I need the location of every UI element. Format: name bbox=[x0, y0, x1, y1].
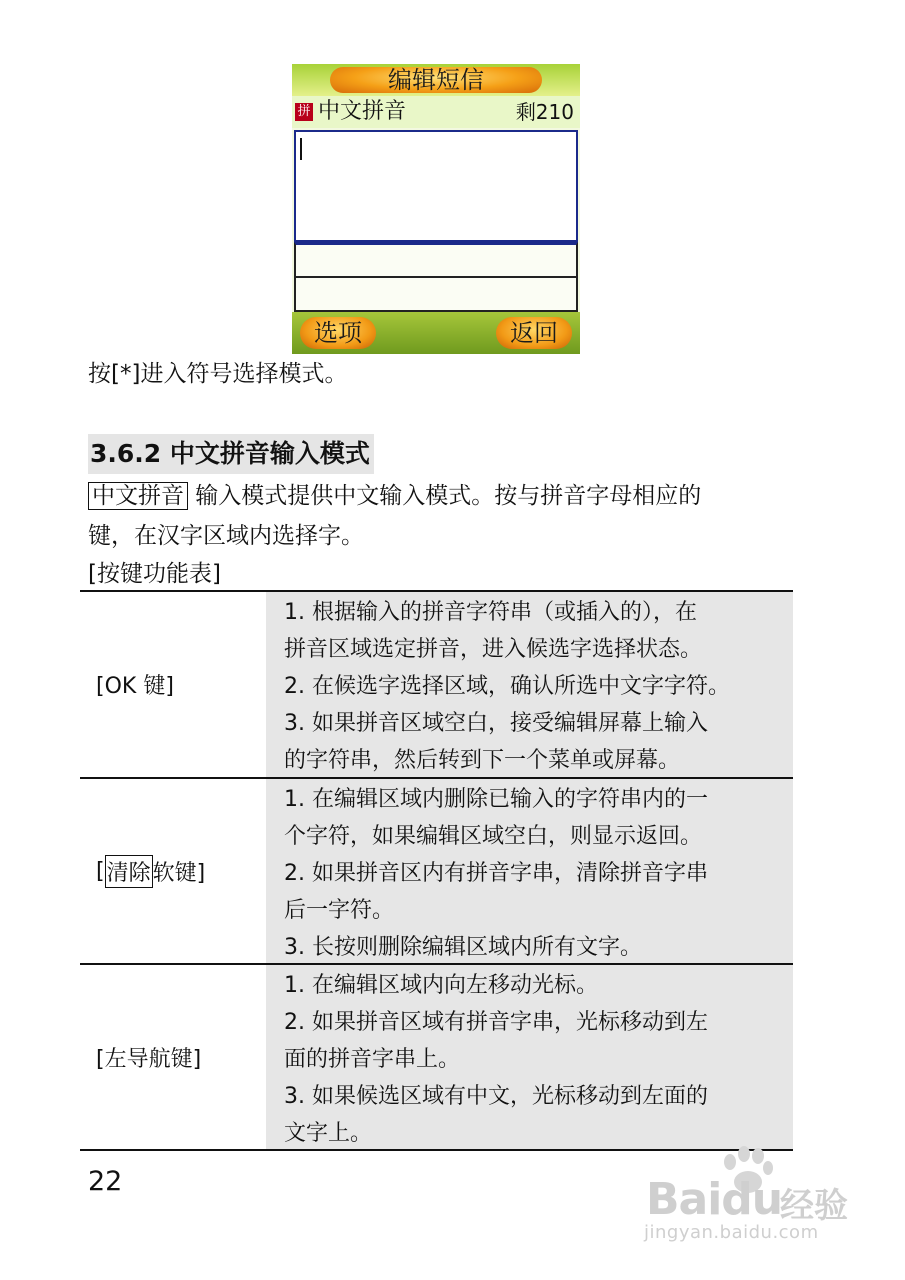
softkey-bar bbox=[292, 312, 580, 354]
description-line: 1. 在编辑区域内删除已输入的字符串内的一 bbox=[284, 787, 708, 812]
description-cell bbox=[266, 779, 793, 963]
description-line: 1. 根据输入的拼音字符串（或插入的），在 bbox=[284, 600, 697, 625]
message-edit-area[interactable] bbox=[294, 130, 578, 242]
table-label: [按键功能表] bbox=[88, 561, 221, 587]
key-cell bbox=[96, 779, 266, 963]
clear-key-boxed: 清除 bbox=[105, 855, 153, 888]
watermark-brand-cn: 经验 bbox=[780, 1186, 848, 1226]
pinyin-area[interactable] bbox=[294, 242, 578, 279]
description-cell bbox=[266, 965, 793, 1149]
boxed-term: 中文拼音 bbox=[88, 482, 188, 510]
key-prefix: [ bbox=[96, 858, 105, 884]
description-line: 面的拼音字串上。 bbox=[284, 1047, 461, 1072]
description-line: 3. 长按则删除编辑区域内所有文字。 bbox=[284, 935, 642, 960]
key-cell: [OK 键] bbox=[96, 674, 174, 699]
description-line: 3. 如果拼音区域空白，接受编辑屏幕上输入 bbox=[284, 711, 708, 736]
text-cursor bbox=[300, 138, 302, 160]
phone-screenshot bbox=[292, 64, 580, 354]
description-line: 拼音区域选定拼音，进入候选字选择状态。 bbox=[284, 637, 703, 662]
phone-title: 编辑短信 bbox=[388, 66, 484, 94]
watermark-url: jingyan.baidu.com bbox=[644, 1222, 819, 1243]
section-heading: 3.6.2 中文拼音输入模式 bbox=[88, 434, 374, 474]
table-row bbox=[80, 965, 793, 1151]
options-softkey[interactable]: 选项 bbox=[300, 317, 376, 349]
description-line: 2. 如果拼音区内有拼音字串，清除拼音字串 bbox=[284, 861, 708, 886]
table-row bbox=[80, 779, 793, 965]
key-function-table bbox=[80, 590, 793, 1151]
description-line: 3. 如果候选区域有中文，光标移动到左面的 bbox=[284, 1084, 708, 1109]
input-mode-bar bbox=[292, 96, 580, 128]
back-softkey[interactable]: 返回 bbox=[496, 317, 572, 349]
watermark-brand: Baidu bbox=[646, 1174, 783, 1225]
key-cell: [左导航键] bbox=[96, 1046, 202, 1072]
phone-title-bar bbox=[292, 64, 580, 96]
symbol-mode-note: 按[*]进入符号选择模式。 bbox=[88, 361, 348, 387]
pinyin-mode-icon: 拼 bbox=[295, 103, 313, 121]
input-mode-label: 中文拼音 bbox=[318, 99, 407, 124]
candidate-area[interactable] bbox=[294, 276, 578, 312]
description-line: 2. 在候选字选择区域，确认所选中文字字符。 bbox=[284, 674, 730, 699]
description-line: 个字符，如果编辑区域空白，则显示返回。 bbox=[284, 824, 703, 849]
intro-line-1 bbox=[88, 478, 701, 514]
key-suffix: 软键] bbox=[152, 860, 206, 886]
intro-line-2: 键，在汉字区域内选择字。 bbox=[88, 523, 364, 549]
table-row bbox=[80, 592, 793, 779]
page-number: 22 bbox=[88, 1166, 123, 1197]
baidu-watermark bbox=[640, 1146, 890, 1246]
description-line: 后一字符。 bbox=[284, 898, 395, 923]
description-cell bbox=[266, 592, 793, 777]
description-line: 1. 在编辑区域内向左移动光标。 bbox=[284, 973, 598, 998]
description-line: 的字符串，然后转到下一个菜单或屏幕。 bbox=[284, 748, 681, 773]
intro-text-1: 输入模式提供中文输入模式。按与拼音字母相应的 bbox=[188, 483, 702, 509]
remaining-count: 剩210 bbox=[515, 100, 574, 124]
description-line: 2. 如果拼音区域有拼音字串，光标移动到左 bbox=[284, 1010, 708, 1035]
description-line: 文字上。 bbox=[284, 1121, 373, 1146]
